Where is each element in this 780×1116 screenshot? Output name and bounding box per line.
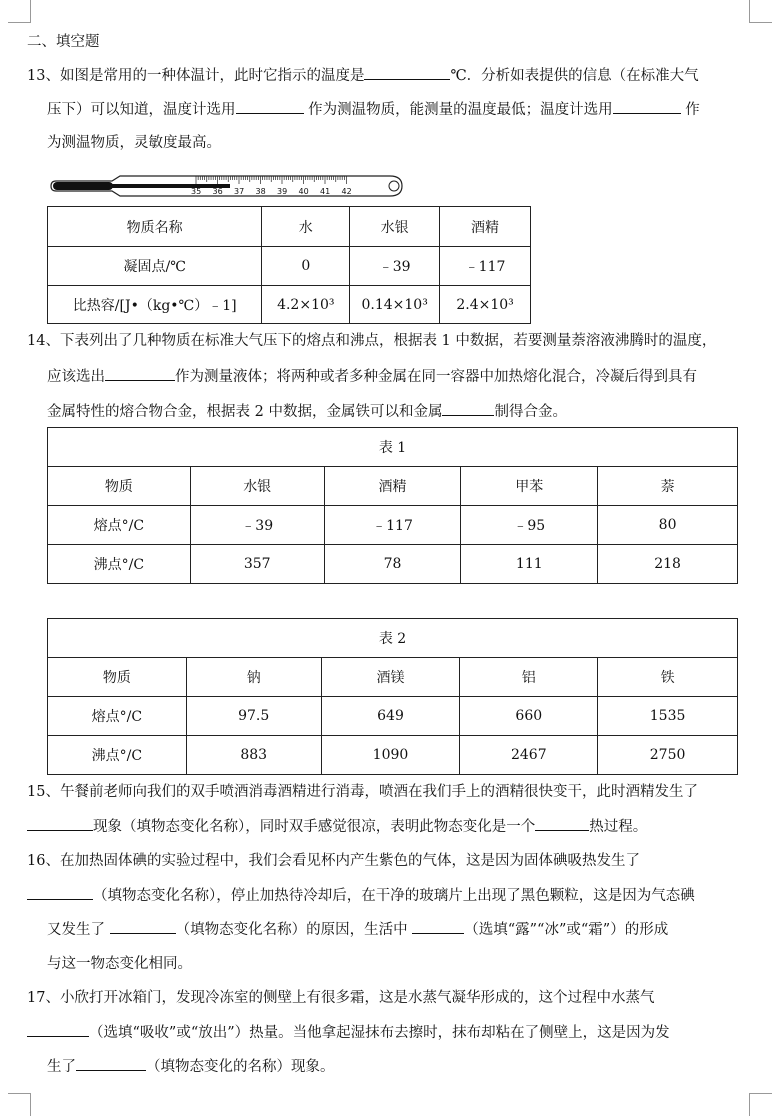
table-cell: 78 — [324, 545, 461, 584]
crop-mark-top-right — [749, 0, 772, 23]
table-header-cell: 钠 — [186, 658, 321, 697]
table-header-cell: 物质 — [48, 467, 191, 506]
scale-label: 37 — [234, 187, 245, 196]
q13-line3: 为测温物质，灵敏度最高。 — [47, 135, 221, 151]
table-cell: 熔点°/C — [48, 506, 191, 545]
table-header-cell: 物质名称 — [48, 207, 262, 247]
table-header-cell: 酒精 — [440, 207, 531, 247]
table-header-cell: 铝 — [460, 658, 598, 697]
answer-blank[interactable] — [236, 99, 304, 114]
q17-line3: 生了 （填物态变化的名称）现象。 — [47, 1056, 756, 1077]
answer-blank[interactable] — [364, 65, 450, 80]
table-cell: 883 — [186, 736, 321, 775]
table-caption: 表 1 — [48, 428, 738, 467]
table-cell: ﹣39 — [190, 506, 324, 545]
table-cell: 沸点°/C — [48, 545, 191, 584]
table-cell: 4.2×10³ — [262, 286, 350, 324]
answer-blank[interactable] — [613, 99, 681, 114]
table-header-cell: 酒精 — [324, 467, 461, 506]
table-cell: 熔点°/C — [48, 697, 187, 736]
q13-line1: 13、如图是常用的一种体温计，此时它指示的温度是 ℃．分析如表提供的信息（在标准大气 — [27, 65, 756, 86]
answer-blank[interactable] — [105, 366, 175, 381]
q14-line2: 应该选出 作为测量液体；将两种或者多种金属在同一容器中加热熔化混合，冷凝后得到具有 — [47, 366, 756, 387]
table-cell: 2.4×10³ — [440, 286, 531, 324]
answer-blank[interactable] — [27, 1022, 89, 1037]
table-cell: 1090 — [321, 736, 460, 775]
table-cell: 649 — [321, 697, 460, 736]
table-header-cell: 水银 — [190, 467, 324, 506]
table-cell: 97.5 — [186, 697, 321, 736]
table-header-cell: 铁 — [598, 658, 738, 697]
table-cell: 2467 — [460, 736, 598, 775]
table-cell: ﹣117 — [324, 506, 461, 545]
q14-line3: 金属特性的熔合物合金，根据表 2 中数据，金属铁可以和金属 制得合金。 — [47, 401, 756, 422]
scale-label: 41 — [320, 187, 331, 196]
q15-line2: 现象（填物态变化名称），同时双手感觉很凉，表明此物态变化是一个 热过程。 — [27, 816, 756, 837]
table-cell: 沸点°/C — [48, 736, 187, 775]
q15-line1: 15、午餐前老师向我们的双手喷酒消毒酒精进行消毒，喷酒在我们手上的酒精很快变干，此时酒精发生了 — [27, 784, 698, 800]
table-caption: 表 2 — [48, 619, 738, 658]
table-header-cell: 萘 — [598, 467, 738, 506]
section-title: 二、填空题 — [27, 34, 100, 50]
table-cell: 218 — [598, 545, 738, 584]
q14-table-1 — [47, 427, 738, 584]
table-cell: ﹣39 — [350, 247, 440, 286]
q16-line1: 16、在加热固体碘的实验过程中，我们会看见杯内产生紫色的气体，这是因为固体碘吸热发生了 — [27, 853, 640, 869]
scale-label: 42 — [341, 187, 352, 196]
table-header-cell: 甲苯 — [461, 467, 598, 506]
answer-blank[interactable] — [442, 401, 494, 416]
answer-blank[interactable] — [110, 919, 176, 934]
table-header-cell: 水银 — [350, 207, 440, 247]
q17-line1: 17、小欣打开冰箱门，发现冷冻室的侧壁上有很多霜，这是水蒸气凝华形成的，这个过程中水蒸气 — [27, 990, 655, 1006]
crop-mark-bottom-left — [8, 1093, 31, 1116]
answer-blank[interactable] — [412, 919, 464, 934]
table-cell: 660 — [460, 697, 598, 736]
table-header-cell: 酒镁 — [321, 658, 460, 697]
q17-line2: （选填“吸收”或“放出”）热量。当他拿起湿抹布去擦时，抹布却粘在了侧壁上，这是因为发 — [27, 1022, 756, 1043]
answer-blank[interactable] — [27, 816, 93, 831]
table-header-cell: 水 — [262, 207, 350, 247]
table-cell: 2750 — [598, 736, 738, 775]
q13-line2: 压下）可以知道，温度计选用 作为测温物质，能测量的温度最低；温度计选用 作 — [47, 99, 756, 120]
table-cell: 比热容/[J•（kg•℃）﹣1] — [48, 286, 262, 324]
table-cell: 80 — [598, 506, 738, 545]
q16-line2: （填物态变化名称），停止加热待冷却后，在干净的玻璃片上出现了黑色颗粒，这是因为气态碘 — [27, 885, 756, 906]
q13-table — [47, 206, 531, 324]
thermometer-figure — [50, 171, 410, 201]
table-cell: ﹣95 — [461, 506, 598, 545]
table-cell: 357 — [190, 545, 324, 584]
q14-line1: 14、下表列出了几种物质在标准大气压下的熔点和沸点，根据表 1 中数据，若要测量萘溶液沸腾时的温度， — [27, 333, 717, 349]
table-cell: 0 — [262, 247, 350, 286]
table-cell: ﹣117 — [440, 247, 531, 286]
scale-label: 40 — [298, 187, 309, 196]
scale-label: 39 — [277, 187, 288, 196]
q14-table-2 — [47, 618, 738, 775]
table-header-cell: 物质 — [48, 658, 187, 697]
answer-blank[interactable] — [535, 816, 589, 831]
crop-mark-top-left — [8, 0, 31, 23]
q16-line3: 又发生了 （填物态变化名称）的原因，生活中 （选填“露”“冰”或“霜”）的形成 — [47, 919, 756, 940]
table-cell: 0.14×10³ — [350, 286, 440, 324]
answer-blank[interactable] — [76, 1056, 146, 1071]
table-cell: 凝固点/℃ — [48, 247, 262, 286]
answer-blank[interactable] — [27, 885, 93, 900]
scale-label: 38 — [255, 187, 266, 196]
table-cell: 1535 — [598, 697, 738, 736]
q16-line4: 与这一物态变化相同。 — [47, 956, 192, 972]
scale-label: 35 — [191, 187, 202, 196]
table-cell: 111 — [461, 545, 598, 584]
crop-mark-bottom-right — [749, 1093, 772, 1116]
scale-label: 36 — [212, 187, 223, 196]
